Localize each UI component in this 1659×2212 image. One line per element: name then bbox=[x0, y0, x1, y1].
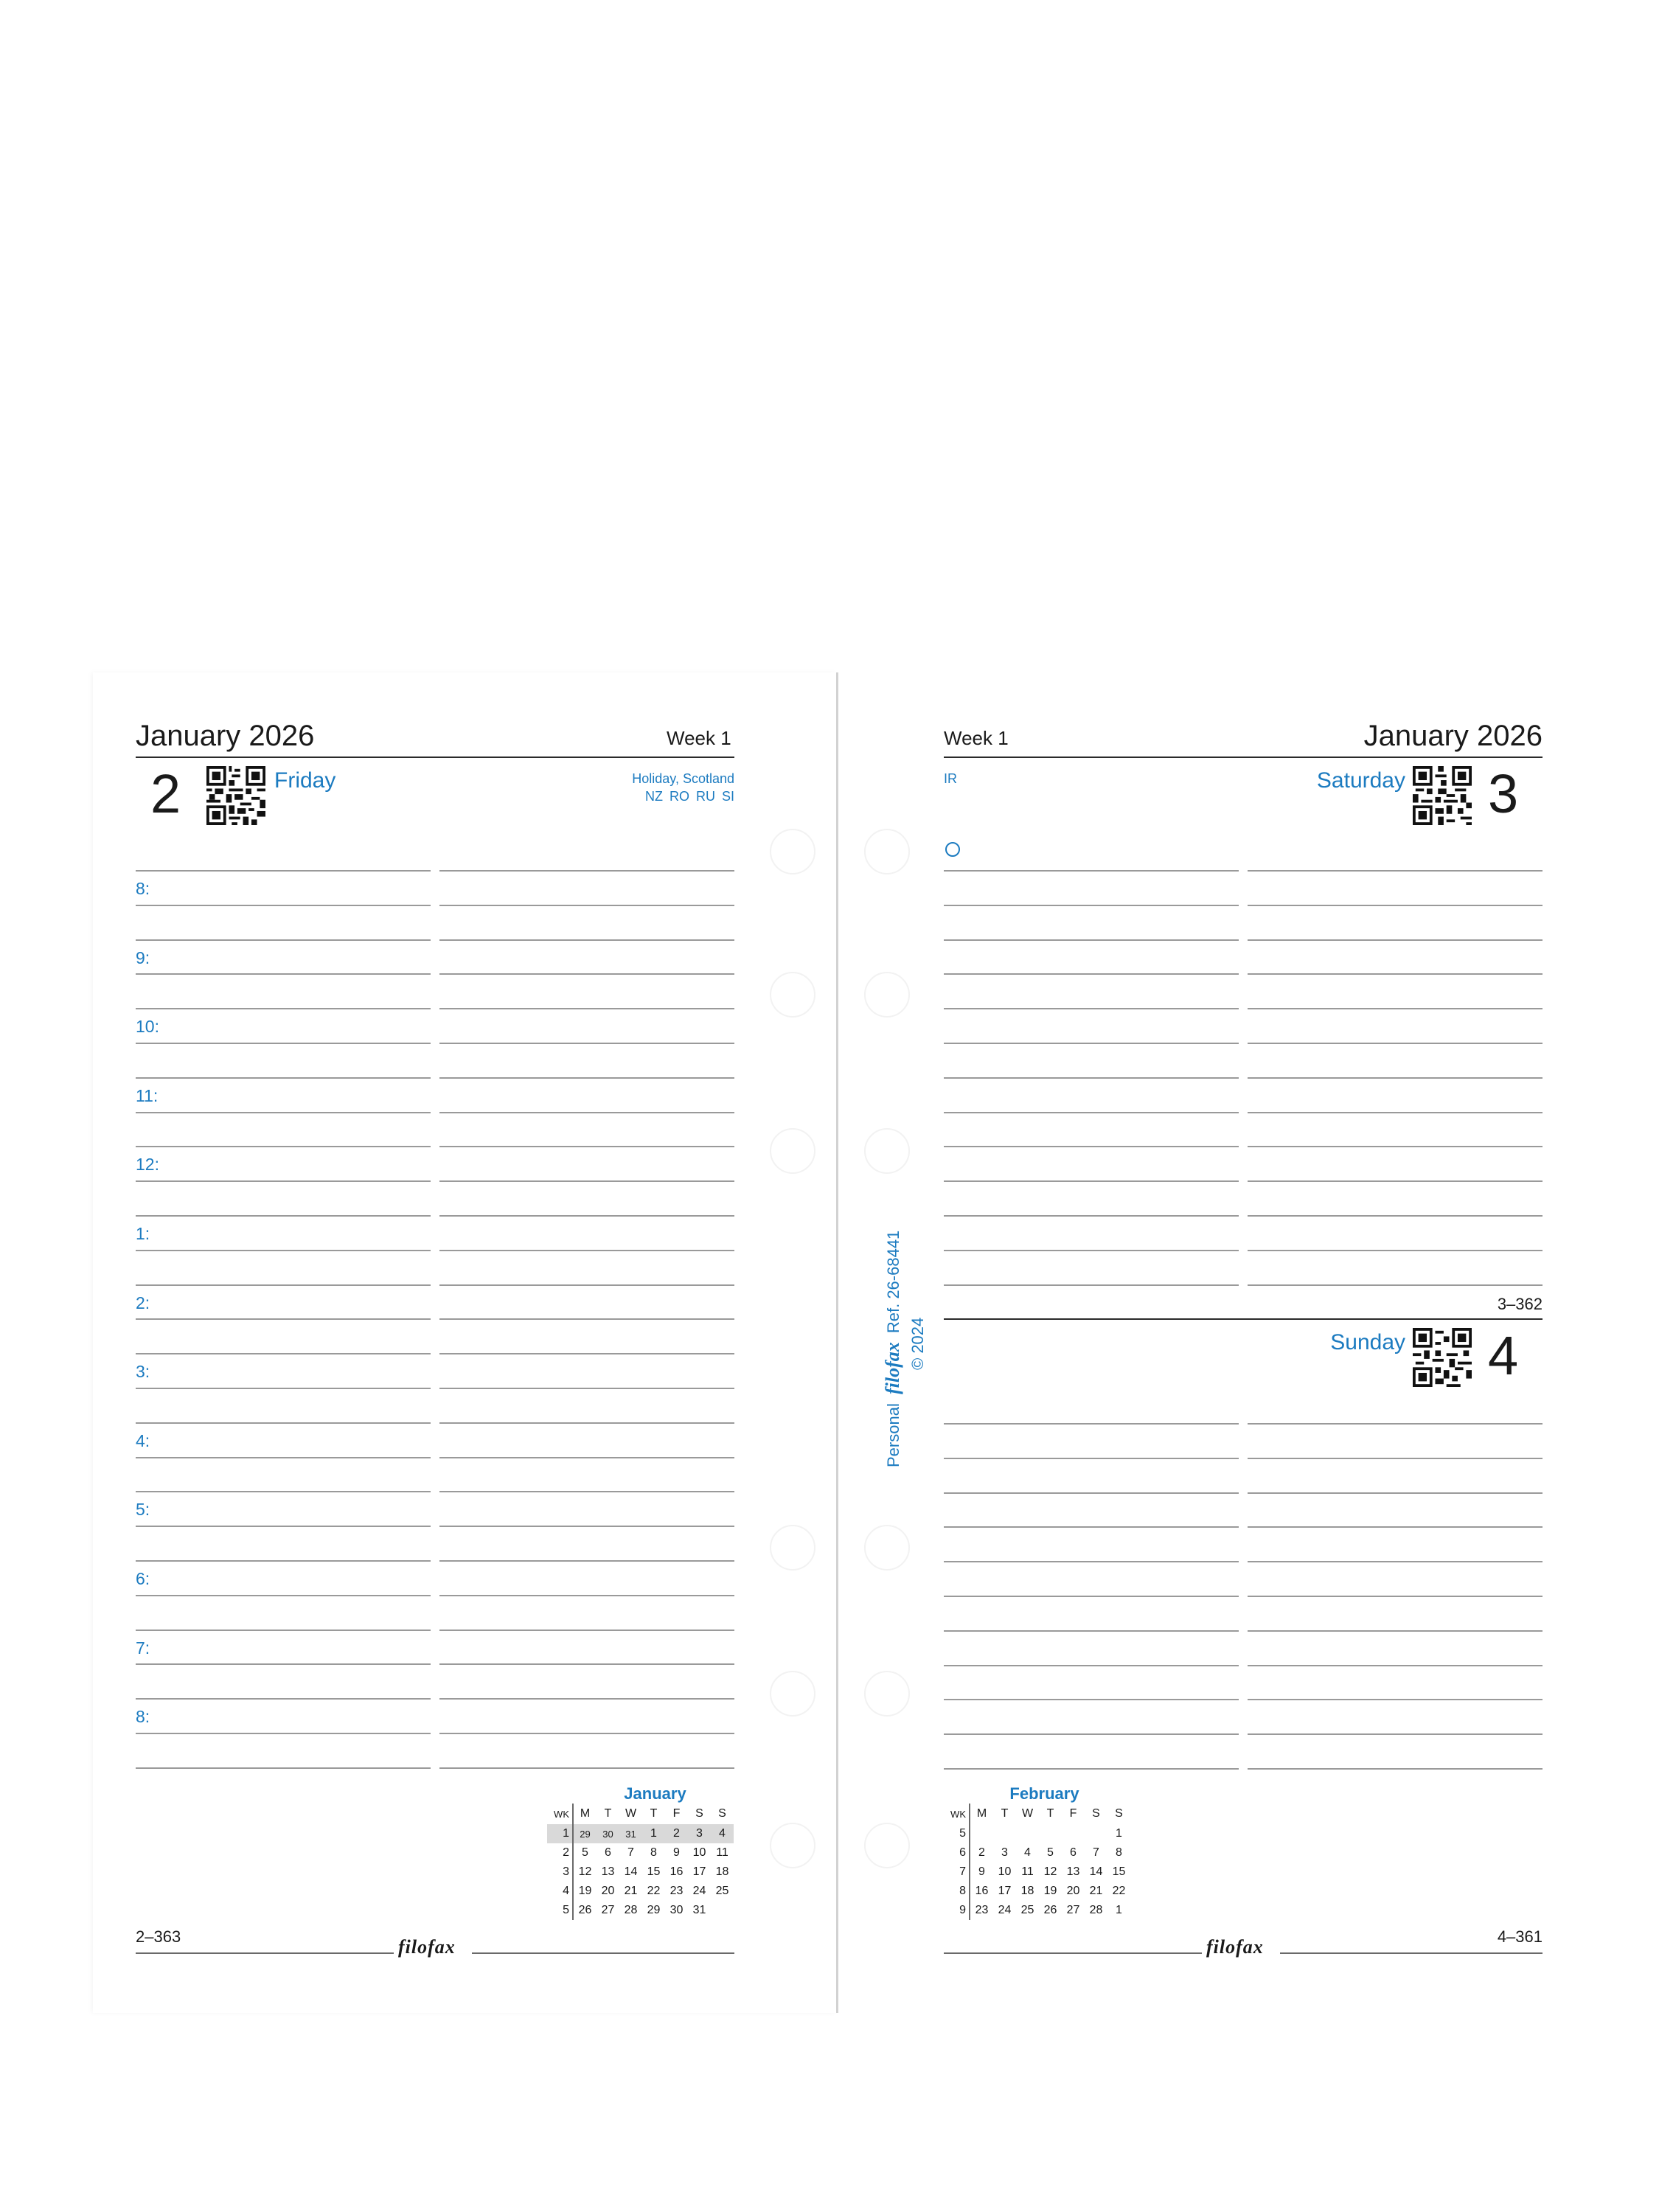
mini-calendar-february bbox=[944, 1784, 1130, 1920]
hour-label: 3: bbox=[136, 1362, 150, 1382]
calendar-day: 26 bbox=[578, 1904, 592, 1916]
calendar-day: 19 bbox=[578, 1885, 592, 1897]
week-number: 5 bbox=[944, 1824, 970, 1843]
writing-line bbox=[944, 1561, 1239, 1562]
day-divider-label: 3–362 bbox=[1497, 1295, 1543, 1313]
hour-label: 11: bbox=[136, 1085, 159, 1105]
day-divider-rule bbox=[944, 1318, 1543, 1320]
writing-line bbox=[944, 1180, 1239, 1182]
writing-line bbox=[439, 939, 734, 941]
hour-label: 12: bbox=[136, 1155, 159, 1175]
footer-rule bbox=[472, 1952, 734, 1954]
mini-calendar-title: January bbox=[624, 1784, 686, 1803]
calendar-day: 22 bbox=[647, 1885, 661, 1897]
writing-line bbox=[439, 1698, 734, 1700]
calendar-day: 23 bbox=[669, 1885, 684, 1897]
calendar-header: WK bbox=[547, 1804, 573, 1824]
writing-line bbox=[136, 1560, 431, 1562]
writing-line bbox=[1248, 1423, 1543, 1425]
qr-code-icon bbox=[1413, 765, 1472, 826]
calendar-day: 21 bbox=[624, 1885, 638, 1897]
writing-line bbox=[944, 905, 1239, 906]
calendar-day: 6 bbox=[1070, 1846, 1077, 1859]
mini-calendar-title: February bbox=[1009, 1784, 1079, 1803]
mini-calendar-grid bbox=[944, 1804, 1130, 1920]
writing-line bbox=[439, 1284, 734, 1286]
writing-line bbox=[439, 1526, 734, 1527]
page-title: January 2026 bbox=[1363, 720, 1543, 752]
spine-label bbox=[882, 1231, 904, 1467]
writing-line bbox=[439, 1008, 734, 1009]
calendar-day bbox=[1085, 1824, 1107, 1843]
writing-line bbox=[1248, 1630, 1543, 1632]
week-number: 3 bbox=[547, 1863, 573, 1882]
footer-rule bbox=[1280, 1952, 1543, 1954]
calendar-header: S bbox=[718, 1807, 726, 1820]
writing-line bbox=[944, 1423, 1239, 1425]
calendar-day: 4 bbox=[1024, 1846, 1031, 1859]
footer-rule bbox=[136, 1952, 394, 1954]
writing-line bbox=[136, 1698, 431, 1700]
week-number: 4 bbox=[547, 1882, 573, 1901]
calendar-day: 9 bbox=[978, 1865, 985, 1878]
writing-line bbox=[1248, 1561, 1543, 1562]
punch-hole bbox=[864, 829, 910, 874]
calendar-header: WK bbox=[944, 1804, 970, 1824]
calendar-day: 18 bbox=[715, 1865, 729, 1878]
writing-line bbox=[439, 1077, 734, 1079]
calendar-day: 6 bbox=[605, 1846, 611, 1859]
writing-line bbox=[136, 1353, 431, 1354]
writing-line bbox=[1248, 1284, 1543, 1286]
writing-line bbox=[136, 1595, 431, 1596]
circle-icon bbox=[944, 841, 961, 858]
writing-line bbox=[136, 1112, 431, 1113]
calendar-day bbox=[1039, 1824, 1062, 1843]
writing-line bbox=[136, 1250, 431, 1251]
calendar-day: 1 bbox=[1116, 1904, 1122, 1916]
calendar-day: 20 bbox=[601, 1885, 615, 1897]
writing-line bbox=[136, 870, 431, 872]
header-rule bbox=[944, 757, 1543, 758]
calendar-header: S bbox=[1092, 1807, 1100, 1820]
writing-line bbox=[1248, 1008, 1543, 1009]
holiday-note bbox=[590, 770, 734, 805]
holiday-line-1: Holiday, Scotland bbox=[632, 771, 734, 786]
writing-line bbox=[136, 1077, 431, 1079]
saturday-day-name: Saturday bbox=[1316, 768, 1405, 793]
week-label: Week 1 bbox=[667, 727, 731, 749]
calendar-header: T bbox=[1001, 1807, 1009, 1820]
writing-line bbox=[944, 1733, 1239, 1735]
sunday-day-name: Sunday bbox=[1330, 1330, 1405, 1354]
brand-logo: filofax bbox=[398, 1936, 456, 1958]
writing-line bbox=[944, 1112, 1239, 1113]
writing-line bbox=[1248, 1768, 1543, 1770]
writing-line bbox=[439, 1422, 734, 1424]
writing-line bbox=[439, 1767, 734, 1769]
writing-line bbox=[439, 1353, 734, 1354]
writing-line bbox=[439, 870, 734, 872]
page-title: January 2026 bbox=[136, 720, 315, 752]
calendar-day: 14 bbox=[1089, 1865, 1103, 1878]
page-number: 4–361 bbox=[1497, 1927, 1543, 1946]
spine-personal: Personal bbox=[884, 1403, 902, 1467]
calendar-day: 9 bbox=[673, 1846, 680, 1859]
calendar-day: 14 bbox=[624, 1865, 638, 1878]
calendar-day: 10 bbox=[998, 1865, 1012, 1878]
calendar-day: 25 bbox=[1020, 1904, 1034, 1916]
calendar-day: 30 bbox=[669, 1904, 684, 1916]
writing-line bbox=[136, 1457, 431, 1458]
calendar-day: 1 bbox=[1116, 1827, 1122, 1840]
writing-line bbox=[439, 1215, 734, 1217]
calendar-day: 13 bbox=[601, 1865, 615, 1878]
mini-calendar-january bbox=[547, 1784, 734, 1920]
hour-label: 5: bbox=[136, 1500, 150, 1520]
writing-line bbox=[1248, 1250, 1543, 1251]
calendar-day: 17 bbox=[998, 1885, 1012, 1897]
writing-line bbox=[1248, 1180, 1543, 1182]
writing-line bbox=[136, 1526, 431, 1527]
writing-line bbox=[439, 1595, 734, 1596]
punch-hole bbox=[864, 1525, 910, 1571]
writing-line bbox=[136, 1043, 431, 1044]
hour-label: 7: bbox=[136, 1638, 150, 1658]
writing-line bbox=[1248, 1043, 1543, 1044]
writing-line bbox=[439, 1146, 734, 1147]
calendar-header: T bbox=[650, 1807, 658, 1820]
punch-hole bbox=[770, 829, 815, 874]
calendar-header: T bbox=[1046, 1807, 1054, 1820]
calendar-day: 13 bbox=[1066, 1865, 1080, 1878]
writing-line bbox=[944, 1008, 1239, 1009]
hour-label: 2: bbox=[136, 1293, 150, 1312]
calendar-day bbox=[711, 1901, 734, 1920]
writing-line bbox=[439, 1318, 734, 1320]
calendar-day: 19 bbox=[1043, 1885, 1057, 1897]
week-label: Week 1 bbox=[944, 727, 1009, 749]
calendar-day: 26 bbox=[1043, 1904, 1057, 1916]
qr-code-icon bbox=[1413, 1327, 1472, 1388]
saturday-day-number: 3 bbox=[1488, 763, 1519, 824]
calendar-day: 8 bbox=[1116, 1846, 1122, 1859]
writing-line bbox=[439, 1663, 734, 1665]
calendar-header: W bbox=[1021, 1807, 1034, 1820]
writing-line bbox=[136, 939, 431, 941]
punch-hole bbox=[770, 1671, 815, 1717]
writing-line bbox=[136, 1733, 431, 1734]
calendar-day: 11 bbox=[1021, 1865, 1034, 1878]
writing-line bbox=[439, 1388, 734, 1389]
hour-label: 8: bbox=[136, 879, 150, 898]
writing-line bbox=[136, 1284, 431, 1286]
writing-line bbox=[1248, 870, 1543, 872]
footer-rule bbox=[944, 1952, 1202, 1954]
calendar-day: 5 bbox=[1047, 1846, 1054, 1859]
week-number: 1 bbox=[547, 1824, 573, 1843]
spine-copyright: © 2024 bbox=[908, 1317, 927, 1370]
week-number: 2 bbox=[547, 1843, 573, 1863]
week-number: 7 bbox=[944, 1863, 970, 1882]
writing-line bbox=[136, 973, 431, 975]
header-rule bbox=[136, 757, 734, 758]
writing-line bbox=[944, 1215, 1239, 1217]
punch-hole bbox=[864, 1128, 910, 1174]
writing-line bbox=[136, 1767, 431, 1769]
hour-label: 1: bbox=[136, 1224, 150, 1243]
writing-line bbox=[136, 1491, 431, 1492]
calendar-day: 3 bbox=[1001, 1846, 1008, 1859]
page-spine bbox=[836, 672, 838, 2013]
writing-line bbox=[944, 1458, 1239, 1459]
writing-line bbox=[944, 1768, 1239, 1770]
calendar-header: M bbox=[976, 1807, 987, 1820]
writing-line bbox=[944, 1699, 1239, 1700]
calendar-day: 4 bbox=[711, 1824, 734, 1843]
calendar-day: 21 bbox=[1089, 1885, 1103, 1897]
mini-calendar-grid bbox=[547, 1804, 734, 1920]
calendar-day: 28 bbox=[624, 1904, 638, 1916]
writing-line bbox=[944, 1284, 1239, 1286]
week-number: 9 bbox=[944, 1901, 970, 1920]
writing-line bbox=[136, 1663, 431, 1665]
punch-hole bbox=[770, 1128, 815, 1174]
calendar-header: F bbox=[672, 1807, 681, 1820]
calendar-header: S bbox=[1115, 1807, 1123, 1820]
hour-label: 6: bbox=[136, 1569, 150, 1588]
writing-line bbox=[1248, 1492, 1543, 1494]
calendar-day: 28 bbox=[1089, 1904, 1103, 1916]
writing-line bbox=[439, 1560, 734, 1562]
writing-line bbox=[1248, 905, 1543, 906]
writing-line bbox=[439, 1180, 734, 1182]
calendar-day bbox=[1016, 1824, 1039, 1843]
calendar-day: 27 bbox=[601, 1904, 615, 1916]
calendar-day: 8 bbox=[650, 1846, 657, 1859]
calendar-day: 12 bbox=[1043, 1865, 1057, 1878]
writing-line bbox=[136, 1215, 431, 1217]
writing-line bbox=[136, 1388, 431, 1389]
writing-line bbox=[1248, 939, 1543, 941]
punch-hole bbox=[770, 1823, 815, 1868]
day-number: 2 bbox=[150, 763, 181, 824]
calendar-day: 2 bbox=[978, 1846, 985, 1859]
writing-line bbox=[944, 870, 1239, 872]
calendar-day: 15 bbox=[647, 1865, 661, 1878]
calendar-day: 10 bbox=[692, 1846, 706, 1859]
writing-line bbox=[439, 973, 734, 975]
calendar-day: 7 bbox=[1093, 1846, 1099, 1859]
writing-line bbox=[1248, 1526, 1543, 1528]
calendar-day: 20 bbox=[1066, 1885, 1080, 1897]
calendar-day: 27 bbox=[1066, 1904, 1080, 1916]
calendar-day: 29 bbox=[573, 1824, 597, 1843]
calendar-header: M bbox=[580, 1807, 591, 1820]
writing-line bbox=[944, 939, 1239, 941]
writing-line bbox=[136, 1422, 431, 1424]
writing-line bbox=[1248, 1146, 1543, 1147]
calendar-day bbox=[1062, 1824, 1085, 1843]
calendar-day: 2 bbox=[665, 1824, 688, 1843]
punch-hole bbox=[864, 1671, 910, 1717]
writing-line bbox=[439, 1250, 734, 1251]
calendar-day bbox=[970, 1824, 993, 1843]
writing-line bbox=[944, 973, 1239, 975]
calendar-day: 29 bbox=[647, 1904, 661, 1916]
hour-label: 4: bbox=[136, 1430, 150, 1450]
page-number: 2–363 bbox=[136, 1927, 181, 1946]
writing-line bbox=[944, 1250, 1239, 1251]
punch-hole bbox=[864, 972, 910, 1018]
writing-line bbox=[944, 1596, 1239, 1597]
calendar-day: 24 bbox=[998, 1904, 1012, 1916]
writing-line bbox=[439, 1733, 734, 1734]
writing-line bbox=[944, 1665, 1239, 1666]
calendar-day: 1 bbox=[642, 1824, 665, 1843]
writing-line bbox=[1248, 1458, 1543, 1459]
punch-hole bbox=[770, 972, 815, 1018]
writing-line bbox=[136, 1630, 431, 1631]
calendar-day: 11 bbox=[716, 1846, 728, 1859]
calendar-day bbox=[993, 1824, 1016, 1843]
writing-line bbox=[136, 905, 431, 906]
hour-label: 9: bbox=[136, 947, 150, 967]
calendar-day: 24 bbox=[692, 1885, 706, 1897]
calendar-day: 23 bbox=[975, 1904, 989, 1916]
week-number: 8 bbox=[944, 1882, 970, 1901]
writing-line bbox=[439, 1043, 734, 1044]
writing-line bbox=[439, 1630, 734, 1631]
calendar-day: 22 bbox=[1112, 1885, 1126, 1897]
writing-line bbox=[1248, 1665, 1543, 1666]
qr-code-icon bbox=[206, 765, 265, 826]
writing-line bbox=[1248, 1699, 1543, 1700]
writing-line bbox=[944, 1077, 1239, 1079]
calendar-day: 31 bbox=[692, 1904, 706, 1916]
week-number: 5 bbox=[547, 1901, 573, 1920]
spine-brand: filofax bbox=[882, 1342, 903, 1395]
ir-label: IR bbox=[944, 771, 957, 786]
calendar-day: 25 bbox=[715, 1885, 729, 1897]
hour-label: 10: bbox=[136, 1017, 159, 1037]
calendar-day: 31 bbox=[619, 1824, 642, 1843]
calendar-header: F bbox=[1069, 1807, 1077, 1820]
writing-line bbox=[1248, 1077, 1543, 1079]
writing-line bbox=[944, 1043, 1239, 1044]
writing-line bbox=[944, 1526, 1239, 1528]
calendar-header: T bbox=[604, 1807, 612, 1820]
writing-line bbox=[136, 1008, 431, 1009]
writing-line bbox=[136, 1180, 431, 1182]
punch-hole bbox=[770, 1525, 815, 1571]
writing-line bbox=[439, 905, 734, 906]
calendar-day: 7 bbox=[627, 1846, 634, 1859]
calendar-day: 15 bbox=[1112, 1865, 1126, 1878]
calendar-header: S bbox=[695, 1807, 703, 1820]
writing-line bbox=[439, 1491, 734, 1492]
calendar-day: 17 bbox=[692, 1865, 706, 1878]
calendar-day: 16 bbox=[975, 1885, 989, 1897]
calendar-day: 3 bbox=[688, 1824, 711, 1843]
writing-line bbox=[136, 1318, 431, 1320]
writing-line bbox=[1248, 1112, 1543, 1113]
writing-line bbox=[1248, 1215, 1543, 1217]
spine-ref: Ref. 26-68441 bbox=[884, 1230, 902, 1334]
week-number: 6 bbox=[944, 1843, 970, 1863]
writing-line bbox=[136, 1146, 431, 1147]
calendar-header: W bbox=[625, 1807, 637, 1820]
writing-line bbox=[1248, 1733, 1543, 1735]
calendar-day: 18 bbox=[1020, 1885, 1034, 1897]
day-name: Friday bbox=[274, 768, 336, 793]
writing-line bbox=[944, 1492, 1239, 1494]
calendar-day: 12 bbox=[578, 1865, 592, 1878]
writing-line bbox=[1248, 1596, 1543, 1597]
hour-label: 8: bbox=[136, 1707, 150, 1727]
writing-line bbox=[439, 1112, 734, 1113]
writing-line bbox=[439, 1457, 734, 1458]
calendar-day: 16 bbox=[669, 1865, 684, 1878]
brand-logo: filofax bbox=[1206, 1936, 1264, 1958]
writing-line bbox=[944, 1630, 1239, 1632]
writing-line bbox=[944, 1146, 1239, 1147]
calendar-day: 5 bbox=[582, 1846, 588, 1859]
sunday-day-number: 4 bbox=[1488, 1325, 1519, 1386]
writing-line bbox=[1248, 973, 1543, 975]
calendar-day: 30 bbox=[597, 1824, 619, 1843]
punch-hole bbox=[864, 1823, 910, 1868]
holiday-line-2: NZ RO RU SI bbox=[644, 789, 734, 804]
